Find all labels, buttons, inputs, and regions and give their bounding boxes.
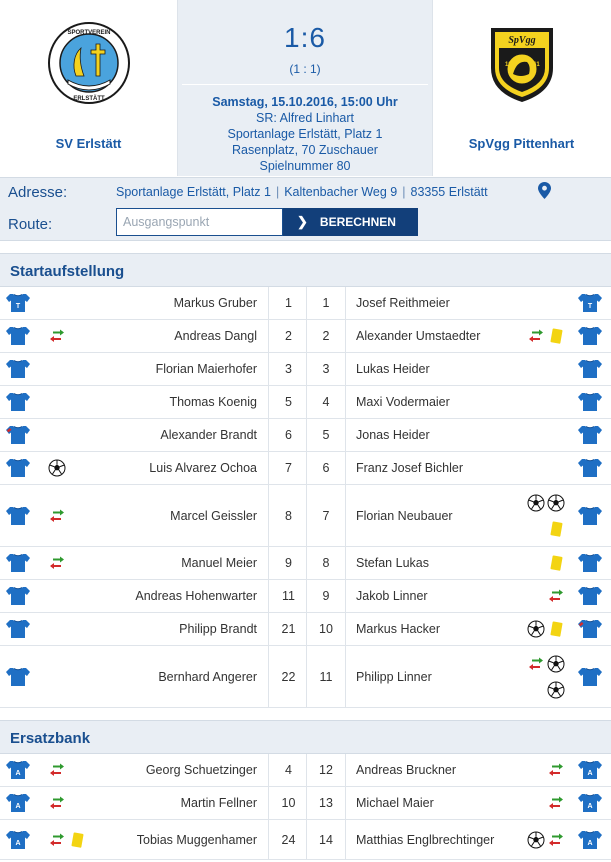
substitution-icon: [48, 761, 66, 779]
home-player-number: 11: [268, 580, 308, 612]
away-events: [547, 761, 565, 779]
svg-text:SPORTVEREIN: SPORTVEREIN: [66, 30, 111, 36]
goal-ball-icon: [547, 655, 565, 673]
away-player-name[interactable]: Andreas Bruckner: [356, 763, 457, 777]
home-events: [48, 761, 66, 779]
home-player-number: 4: [268, 754, 308, 786]
jersey-icon: [6, 793, 30, 813]
goal-ball-icon: [527, 494, 545, 512]
svg-text:A: A: [587, 839, 593, 847]
jersey-icon: [6, 619, 30, 639]
lineup-row: [0, 580, 611, 613]
svg-text:19: 19: [504, 62, 512, 68]
route-label: Route:: [8, 216, 53, 233]
jersey-icon: [578, 553, 602, 573]
starting-lineup-title: Startaufstellung: [0, 253, 611, 287]
away-player-number: 10: [306, 613, 346, 645]
goal-ball-icon: [527, 831, 545, 849]
home-player-number: 22: [268, 646, 308, 707]
away-player-number: 13: [306, 787, 346, 819]
jersey-icon: [578, 586, 602, 606]
surface-attendance: Rasenplatz, 70 Zuschauer: [232, 143, 378, 157]
home-player-name[interactable]: Bernhard Angerer: [158, 669, 257, 684]
referee: SR: Alfred Linhart: [256, 111, 354, 125]
yellow-card-icon: [547, 554, 565, 572]
lineup-row: [0, 452, 611, 485]
away-player-number: 1: [306, 287, 346, 319]
home-player-number: 7: [268, 452, 308, 484]
home-team[interactable]: [0, 0, 177, 176]
event-line: [547, 681, 565, 699]
divider: [182, 84, 428, 85]
away-events: [547, 794, 565, 812]
home-events: [48, 831, 86, 849]
jersey-icon: [578, 830, 602, 850]
home-player-number: 2: [268, 320, 308, 352]
home-player-name[interactable]: Marcel Geissler: [170, 508, 257, 523]
away-player-name[interactable]: Michael Maier: [356, 796, 434, 810]
substitution-icon: [48, 554, 66, 572]
svg-text:A: A: [587, 803, 593, 810]
substitution-icon: [547, 761, 565, 779]
calculate-route-button[interactable]: [283, 208, 418, 236]
address-label: Adresse:: [8, 184, 68, 201]
lineup-row: [0, 646, 611, 708]
away-player-name[interactable]: Lukas Heider: [356, 362, 430, 376]
event-line: [527, 327, 565, 345]
away-player-name[interactable]: Maxi Vodermaier: [356, 395, 450, 409]
jersey-icon: [6, 586, 30, 606]
jersey-icon: [6, 293, 30, 313]
home-player-name[interactable]: Florian Maierhofer: [155, 362, 257, 376]
goal-ball-icon: [547, 681, 565, 699]
svg-text:A: A: [15, 839, 21, 847]
calculate-route-label: BERECHNEN: [319, 215, 396, 229]
substitution-icon: [527, 655, 545, 673]
lineup-row: [0, 787, 611, 820]
away-events: [527, 655, 565, 699]
home-events: [48, 459, 66, 477]
away-player-number: 12: [306, 754, 346, 786]
home-player-name[interactable]: Tobias Muggenhamer: [136, 832, 257, 847]
away-player-name[interactable]: Franz Josef Bichler: [356, 461, 463, 475]
away-events: [527, 831, 565, 849]
away-player-name[interactable]: Alexander Umstaedter: [356, 329, 481, 343]
event-line: [547, 794, 565, 812]
svg-text:SpVgg: SpVgg: [507, 35, 536, 46]
lineup-row: [0, 386, 611, 419]
jersey-icon: [6, 506, 30, 526]
svg-text:ERLSTÄTT: ERLSTÄTT: [72, 96, 105, 102]
away-player-name[interactable]: Josef Reithmeier: [356, 296, 450, 310]
jersey-icon: [6, 392, 30, 412]
goal-ball-icon: [547, 494, 565, 512]
home-events: [48, 327, 66, 345]
lineup-row: [0, 547, 611, 580]
away-events: [527, 494, 565, 538]
lineup-row: [0, 353, 611, 386]
away-player-number: 7: [306, 485, 346, 546]
goal-ball-icon: [527, 620, 545, 638]
away-player-name[interactable]: Markus Hacker: [356, 622, 441, 636]
home-player-name[interactable]: Andreas Dangl: [174, 329, 257, 343]
substitution-icon: [547, 831, 565, 849]
away-player-number: 3: [306, 353, 346, 385]
home-player-number: 21: [268, 613, 308, 645]
substitution-icon: [547, 794, 565, 812]
substitution-icon: [527, 327, 545, 345]
away-player-number: 2: [306, 320, 346, 352]
home-player-number: 8: [268, 485, 308, 546]
svg-text:A: A: [15, 803, 21, 810]
home-player-number: 6: [268, 419, 308, 451]
away-player-name[interactable]: Philipp Linner: [356, 669, 432, 684]
substitution-icon: [48, 507, 66, 525]
home-player-name[interactable]: Manuel Meier: [181, 556, 257, 570]
home-player-name[interactable]: Thomas Koenig: [169, 395, 257, 409]
yellow-card-icon: [547, 520, 565, 538]
bench-title: Ersatzbank: [0, 720, 611, 754]
home-player-name[interactable]: Markus Gruber: [173, 296, 257, 310]
jersey-icon: [578, 425, 602, 445]
goal-ball-icon: [48, 459, 66, 477]
yellow-card-icon: [547, 327, 565, 345]
lineup-row: [0, 419, 611, 452]
substitution-icon: [48, 794, 66, 812]
event-line: [527, 831, 565, 849]
home-events: [48, 794, 66, 812]
svg-text:T: T: [587, 303, 593, 310]
away-player-number: 9: [306, 580, 346, 612]
home-player-name[interactable]: Philipp Brandt: [179, 622, 257, 636]
home-player-number: 5: [268, 386, 308, 418]
chevron-right-icon: ❯: [297, 214, 308, 229]
substitution-icon: [48, 327, 66, 345]
svg-text:61: 61: [532, 62, 540, 68]
away-player-name[interactable]: Matthias Englbrechtinger: [356, 832, 495, 847]
event-line: [527, 494, 565, 512]
event-line: [547, 587, 565, 605]
jersey-icon: [578, 326, 602, 346]
away-player-name[interactable]: Jonas Heider: [356, 428, 430, 442]
away-events: [527, 620, 565, 638]
match-date: Samstag, 15.10.2016, 15:00 Uhr: [212, 95, 398, 109]
jersey-icon: [6, 458, 30, 478]
svg-text:A: A: [15, 770, 21, 777]
venue: Sportanlage Erlstätt, Platz 1: [227, 127, 383, 141]
jersey-icon: [578, 392, 602, 412]
home-team-logo[interactable]: [48, 22, 130, 104]
event-line: [547, 554, 565, 572]
away-team-name[interactable]: SpVgg Pittenhart: [468, 136, 575, 151]
substitution-icon: [547, 587, 565, 605]
match-header: [0, 0, 611, 176]
home-team-name[interactable]: SV Erlstätt: [55, 136, 122, 151]
away-events: [547, 587, 565, 605]
jersey-icon: [578, 667, 602, 687]
starting-lineup-list: [0, 287, 611, 708]
home-player-number: 10: [268, 787, 308, 819]
home-player-number: 3: [268, 353, 308, 385]
jersey-icon: [578, 760, 602, 780]
map-pin-icon[interactable]: [538, 182, 551, 199]
address-text: Sportanlage Erlstätt, Platz 1 | Kaltenbacher Weg 9 | 83355 Erlstätt: [116, 185, 488, 199]
jersey-icon: [6, 425, 30, 445]
address-street: Kaltenbacher Weg 9: [284, 185, 398, 199]
home-player-number: 9: [268, 547, 308, 579]
match-details: [178, 94, 432, 174]
event-line: [527, 620, 565, 638]
lineup-row: [0, 754, 611, 787]
home-player-name[interactable]: Alexander Brandt: [160, 428, 257, 442]
address-panel: [0, 177, 611, 241]
home-player-name[interactable]: Andreas Hohenwarter: [135, 589, 257, 603]
lineup-row: [0, 287, 611, 320]
jersey-icon: [6, 359, 30, 379]
home-player-number: 24: [268, 820, 308, 859]
home-events: [48, 554, 66, 572]
jersey-icon: [578, 793, 602, 813]
lineup-row: [0, 485, 611, 547]
away-player-number: 6: [306, 452, 346, 484]
yellow-card-icon: [68, 831, 86, 849]
event-line: [547, 520, 565, 538]
away-player-number: 11: [306, 646, 346, 707]
home-player-name[interactable]: Martin Fellner: [180, 796, 257, 810]
jersey-icon: [578, 506, 602, 526]
halftime-score: (1 : 1): [289, 62, 321, 76]
away-player-number: 8: [306, 547, 346, 579]
jersey-icon: [578, 359, 602, 379]
route-start-input[interactable]: [116, 208, 283, 236]
bench-list: [0, 754, 611, 860]
jersey-icon: [578, 619, 602, 639]
lineup-row: [0, 613, 611, 646]
away-team[interactable]: [433, 0, 610, 176]
away-team-logo[interactable]: [481, 22, 563, 104]
game-number: Spielnummer 80: [259, 159, 351, 173]
jersey-icon: [6, 760, 30, 780]
address-venue: Sportanlage Erlstätt, Platz 1: [116, 185, 271, 199]
jersey-icon: [578, 293, 602, 313]
away-events: [527, 327, 565, 345]
away-player-number: 14: [306, 820, 346, 859]
substitution-icon: [48, 831, 66, 849]
away-player-name[interactable]: Stefan Lukas: [356, 556, 429, 570]
jersey-icon: [6, 326, 30, 346]
home-events: [48, 507, 66, 525]
home-player-name[interactable]: Luis Alvarez Ochoa: [149, 461, 257, 475]
lineup-row: [0, 820, 611, 860]
jersey-icon: [578, 458, 602, 478]
away-player-name[interactable]: Florian Neubauer: [356, 508, 453, 523]
svg-text:A: A: [587, 770, 593, 777]
final-score: 1:6: [284, 22, 326, 53]
home-player-number: 1: [268, 287, 308, 319]
svg-text:T: T: [15, 303, 21, 310]
home-player-name[interactable]: Georg Schuetzinger: [145, 763, 257, 777]
away-player-number: 5: [306, 419, 346, 451]
jersey-icon: [6, 667, 30, 687]
event-line: [527, 655, 565, 673]
yellow-card-icon: [547, 620, 565, 638]
jersey-icon: [6, 830, 30, 850]
jersey-icon: [6, 553, 30, 573]
address-city: 83355 Erlstätt: [410, 185, 488, 199]
away-events: [547, 554, 565, 572]
lineup-row: [0, 320, 611, 353]
match-info-panel: [177, 0, 433, 176]
away-player-number: 4: [306, 386, 346, 418]
event-line: [547, 761, 565, 779]
away-player-name[interactable]: Jakob Linner: [356, 589, 428, 603]
